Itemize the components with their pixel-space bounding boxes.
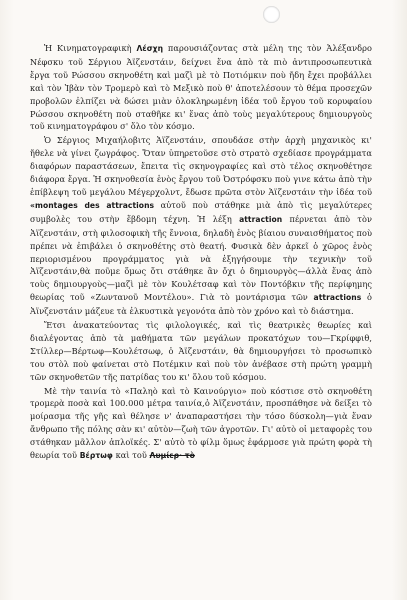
text-run: αὐτοῦ ποὺ στάθηκε μιὰ ἀπὸ τὶς μεγαλύτερες συμβολὲς του στὴν ἕβδομη τέχνη. Ἡ λέξη — [30, 199, 372, 224]
text-run: Λέσχη — [136, 44, 164, 53]
text-run: ὁ Ἀϊνζενστάιν μάζευε τὰ ἐλκυστικὰ γεγονότα ἀπὸ τὸν χρόνο καὶ τὸ διάστημα. — [30, 292, 372, 317]
text-run: Ἡ Κινηματογραφικὴ — [44, 43, 137, 53]
text-run: πέρνεται ἀπὸ τὸν Ἀϊζενστάιν, στὴ φιλοσοφικὴ τῆς ἔννοια, δηλαδὴ ἑνὸς βίαιου συναισθήματος ποὺ πρέπει νὰ ἐπιβάλει ὁ σκηνοθέτης στὸ θεατή. Φυσικὰ δὲν ἀρκεῖ ὁ χῶρος ἑνὸς περιορισμένου προγράμματος γιὰ νὰ ἐξηγήσουμε τὴν τεχνικὴν τοῦ Ἀϊζενστάιν,θὰ ποῦμε ὅμως ὅτι στάθηκε ἂν ὄχι ὁ δημιουργὸς—άλλὰ ἕνας ἀπὸ τοὺς δημιουργοὺς—μαζὶ μὲ τὸν Κουλέτσαφ καὶ τὸν Ποντόβκιν τῆς περίφημης θεωρίας τοῦ «Ζωντανοῦ Μοντέλου». Γιὰ τὸ μοντάρισμα τῶν — [30, 213, 372, 303]
text-run: παρουσιάζοντας στὰ μέλη της τὸν Ἀλέξανδρο Νέφσκυ τοῦ Σέργιου Ἀϊζενστάιν, δείχνει ἕνα ἀπὸ τὰ πιὸ ἀντιπροσωπευτικὰ ἔργα τοῦ Ρώσσου σκηνοθέτη καὶ μαζὶ μὲ τὸ Ποτιόμκιν ποὺ ἤδη ἔχει προβάλλει καὶ τὸν Ἰβὰν τὸν Τρομερὸ καὶ τὸ Μεξικὸ ποὺ θ' ἀποτελέσουν τὸ θέμα προσεχῶν προβολῶν ἐλπίζει νὰ δώσει μιὰν ὁλοκληρωμένη ἰδέα τοῦ ἔργου τοῦ κορυφαίου Ρώσσου σκηνοθέτη ποὺ σταθῆκε κι' ἕνας ἀπὸ τοὺς μεγαλύτερους δημιουργοὺς τοῦ κινηματογράφου σ' ὅλο τὸν κόσμο. — [30, 43, 372, 132]
text-run: Ἔτσι ἀνακατεύοντας τὶς φιλολογικές, καὶ τὶς θεατρικὲς θεωρίες καὶ διαλέγοντας ἀπὸ τὰ μαθήματα τῶν μεγάλων προκατόχων του—Γκρίφφιθ, Στίλλερ—Βέρτωφ—Κουλέτσωφ, ὁ Ἀϊζενστάιν, θὰ δημιουργήσει τὸ προσωπικὸ του στὸλ ποὺ φαίνεται στὸ Ποτέμκιν καὶ ποὺ τὸν ἀνέβασε στὴ πρώτη γραμμὴ τῶν σκηνοθετῶν τῆς πατρίδας του κι' ὅλου τοῦ κόσμου. — [30, 320, 372, 382]
paragraph-intro — [30, 42, 372, 133]
paragraph-style — [30, 319, 372, 384]
text-run: Λυμίερ· τὸ — [149, 451, 195, 461]
text-run: «montages des attractions — [30, 200, 155, 210]
text-run: Ὁ Σέργιος Μιχαήλοβιτς Ἀϊζενστάιν, σπουδάσε στὴν ἀρχὴ μηχανικὸς κι' ἤθελε νὰ γίνει ζωγράφος. Ὅταν ὑπηρετοῦσε στὸ στρατὸ σχεδίασε προγράμματα διαφόρων παραστάσεων, ἔπειτα τὶς σκηνογραφίες καὶ στὸ τέλος σκηνοθέτησε διάφορα ἔργα. Ἡ σκηνοθεσία ἑνὸς ἔργου τοῦ Ὀστρόφσκυ ποὺ γινε κάτω ἀπὸ τὴν ἐπίβλεψη τοῦ μεγάλου Μέγερχολντ, ἔδωσε πρῶτα στὸν Ἀϊζενστάιν τὴν ἰδέα τοῦ — [30, 135, 372, 197]
paragraph-old-and-new — [30, 385, 372, 463]
text-run: Βέρτωφ — [79, 451, 113, 461]
text-run: καὶ τοῦ — [112, 450, 150, 461]
program-text — [30, 42, 372, 463]
text-run: attraction — [239, 214, 283, 224]
paragraph-biography — [30, 134, 372, 318]
text-run: attractions — [313, 293, 362, 303]
text-run: Μὲ τὴν ταινία τὸ «Παληὸ καὶ τὸ Καινούργιο» ποὺ κόστισε στὸ σκηνοθέτη τρομερὰ ποσὰ καὶ 100.000 μέτρα ταινία,ὁ Ἀϊζενστάιν, προσπάθησε νὰ δείξει τὸ μοίρασμα τῆς γῆς καὶ θέλησε ν' ἀναπαραστήσει τὴν τόσο δύσκολη—γιὰ ἕναν ἄνθρωπο τῆς πόλης σὰν κι' αὐτὸν—ζωὴ τῶν ἀγροτῶν. Γι' αὐτὸ οἱ μεταφορὲς του στάθηκαν μᾶλλον ἀπλοϊκές. Σ' αὐτὸ τὸ φίλμ ὅμως ἐφάρμοσε γιὰ πρώτη φορὰ τὴ θεωρία τοῦ — [30, 385, 372, 461]
punch-hole — [263, 6, 280, 23]
